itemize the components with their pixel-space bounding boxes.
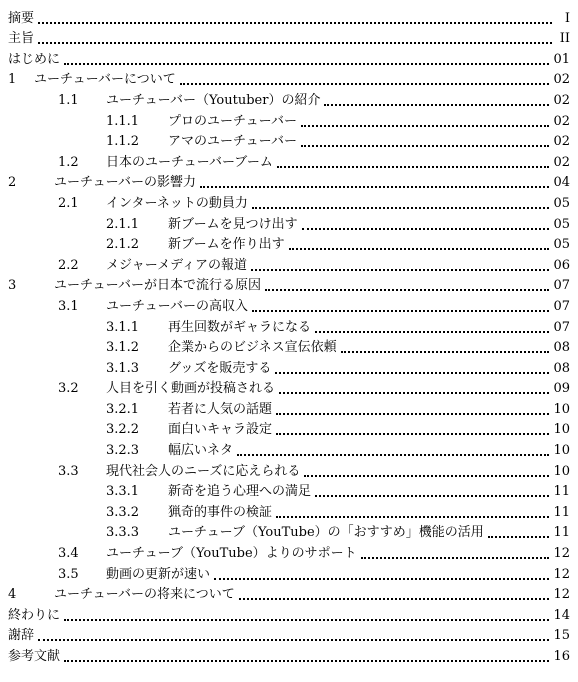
toc-dot-leader: [64, 660, 549, 662]
toc-entry-page: 12: [553, 546, 570, 562]
toc-dot-leader: [276, 413, 549, 415]
toc-entry-page: 01: [553, 51, 570, 67]
toc-entry-number: 3: [8, 278, 17, 294]
toc-entry-title: ユーチューバーの将来について: [54, 587, 235, 603]
toc-entry: [0, 397, 578, 418]
toc-entry-title: 新ブームを見つけ出す: [168, 216, 298, 232]
toc-dot-leader: [38, 639, 549, 641]
toc-dot-leader: [279, 392, 549, 394]
toc-entry-page: 10: [553, 422, 570, 438]
toc-entry: [0, 212, 578, 233]
toc-entry-title: インターネットの動員力: [106, 195, 248, 211]
toc-dot-leader: [38, 42, 552, 44]
toc-dot-leader: [289, 248, 550, 250]
toc-entry-page: 04: [553, 175, 570, 191]
toc-entry-title: 若者に人気の話題: [168, 401, 273, 417]
toc-dot-leader: [214, 578, 549, 580]
toc-entry-title: 摘要: [8, 10, 35, 26]
toc-dot-leader: [341, 351, 550, 353]
toc-entry: [0, 191, 578, 212]
toc-entry: [0, 88, 578, 109]
toc-entry-page: 02: [553, 72, 570, 88]
toc-entry-number: 1.1.2: [106, 134, 140, 150]
toc-entry-page: 15: [553, 628, 570, 644]
toc-entry: [0, 47, 578, 68]
toc-entry-page: 05: [553, 195, 570, 211]
toc-entry-number: 3.3: [58, 463, 79, 479]
toc-entry-page: 07: [553, 298, 570, 314]
toc-dot-leader: [302, 228, 550, 230]
toc-entry-number: 2.1.1: [106, 216, 140, 232]
toc-entry: [0, 521, 578, 542]
toc-entry-title: 新ブームを作り出す: [168, 237, 285, 253]
toc-dot-leader: [237, 454, 549, 456]
toc-entry: [0, 644, 578, 665]
toc-entry-page: 02: [553, 92, 570, 108]
toc-entry-number: 1.1: [58, 92, 79, 108]
toc-dot-leader: [239, 598, 550, 600]
toc-entry-title: 新奇を追う心理への満足: [168, 484, 312, 500]
toc-entry: [0, 130, 578, 151]
toc-entry: [0, 541, 578, 562]
toc-dot-leader: [301, 145, 549, 147]
toc-entry: [0, 27, 578, 48]
toc-entry-page: 10: [553, 401, 570, 417]
toc-entry-title: アマのユーチューバー: [168, 134, 297, 150]
toc-entry-page: 14: [553, 607, 570, 623]
toc-entry-page: 11: [553, 484, 570, 500]
toc-dot-leader: [200, 186, 549, 188]
toc-entry: [0, 603, 578, 624]
toc-entry-title: 日本のユーチューバーブーム: [106, 154, 273, 170]
toc-entry: [0, 480, 578, 501]
toc-entry-number: 2.1.2: [106, 237, 140, 253]
toc-entry-page: 10: [553, 443, 570, 459]
toc-dot-leader: [252, 310, 549, 312]
toc-dot-leader: [180, 83, 550, 85]
toc-entry-title: 参考文献: [8, 649, 61, 664]
toc-entry-number: 3.4: [58, 546, 79, 562]
toc-dot-leader: [304, 475, 549, 477]
toc-entry-title: グッズを販売する: [168, 360, 272, 376]
toc-entry-page: 11: [553, 504, 570, 520]
toc-entry: [0, 438, 578, 459]
toc-entry-title: ユーチューバー（Youtuber）の紹介: [106, 92, 321, 108]
toc-entry: [0, 233, 578, 254]
toc-entry-title: 動画の更新が速い: [106, 566, 211, 582]
toc-dot-leader: [361, 557, 550, 559]
toc-entry-page: 08: [553, 360, 570, 376]
toc-entry-title: ユーチューバーの影響力: [54, 175, 196, 191]
toc-entry-page: 11: [553, 525, 570, 541]
toc-entry: [0, 562, 578, 583]
toc-entry: [0, 583, 578, 604]
toc-entry-title: はじめに: [8, 51, 61, 67]
toc-dot-leader: [275, 372, 549, 374]
toc-entry-title: メジャーメディアの報道: [106, 257, 248, 273]
toc-entry-number: 3.2.2: [106, 422, 140, 438]
toc-entry: [0, 315, 578, 336]
toc-entry-page: I: [564, 10, 570, 26]
toc-entry: [0, 500, 578, 521]
toc-entry: [0, 356, 578, 377]
toc-entry-page: 05: [553, 216, 570, 232]
toc-entry: [0, 336, 578, 357]
toc-entry-page: 02: [553, 154, 570, 170]
toc-entry-page: 02: [553, 113, 570, 129]
toc-dot-leader: [488, 536, 550, 538]
toc-entry-title: ユーチューブ（YouTube）よりのサポート: [106, 546, 357, 562]
toc-entry: [0, 274, 578, 295]
toc-entry-page: 02: [553, 134, 570, 150]
toc-entry-number: 3.1.1: [106, 319, 140, 335]
toc-dot-leader: [324, 104, 549, 106]
toc-entry-number: 1.1.1: [106, 113, 140, 129]
toc-entry-number: 3.5: [58, 566, 79, 582]
toc-entry-title: 企業からのビジネス宣伝依頼: [168, 340, 337, 356]
toc-entry-title: 謝辞: [8, 628, 35, 644]
toc-entry: [0, 377, 578, 398]
toc-entry-title: ユーチューブ（YouTube）の「おすすめ」機能の活用: [168, 525, 484, 541]
toc-entry-page: 05: [553, 237, 570, 253]
toc-entry-page: 06: [553, 257, 570, 273]
toc-entry-number: 1: [8, 72, 17, 88]
toc-entry-title: ユーチューバーが日本で流行る原因: [54, 278, 261, 294]
toc-entry: [0, 418, 578, 439]
toc-entry-number: 4: [8, 587, 17, 603]
toc-entry-page: 07: [553, 278, 570, 294]
toc-entry-title: 再生回数がギャラになる: [168, 319, 312, 335]
toc-entry: [0, 109, 578, 130]
toc-entry-page: 16: [553, 649, 570, 664]
toc-entry-title: ユーチューバーの高収入: [106, 298, 248, 314]
toc-entry: [0, 253, 578, 274]
toc-entry-page: 10: [553, 463, 570, 479]
toc-entry-number: 3.1.3: [106, 360, 140, 376]
toc-dot-leader: [64, 619, 549, 621]
toc-entry-title: プロのユーチューバー: [168, 113, 297, 129]
toc-entry-title: 人目を引く動画が投稿される: [106, 381, 276, 397]
toc-dot-leader: [276, 433, 549, 435]
toc-entry-number: 3.1.2: [106, 340, 140, 356]
toc-entry-number: 3.1: [58, 298, 79, 314]
toc-entry: [0, 624, 578, 645]
toc-entry-title: 幅広いネタ: [168, 443, 234, 459]
toc-dot-leader: [301, 125, 549, 127]
toc-entry: [0, 150, 578, 171]
toc-dot-leader: [265, 289, 549, 291]
toc-entry: [0, 6, 578, 27]
toc-entry-number: 3.2: [58, 381, 79, 397]
toc-entry-number: 2: [8, 175, 17, 191]
toc-entry-page: 08: [553, 340, 570, 356]
toc-entry-title: 面白いキャラ設定: [168, 422, 273, 438]
toc-dot-leader: [38, 22, 552, 24]
toc-entry: [0, 171, 578, 192]
toc-entry-page: 12: [553, 587, 570, 603]
toc-entry-number: 2.1: [58, 195, 79, 211]
toc-entry-page: 09: [553, 381, 570, 397]
toc-entry-number: 1.2: [58, 154, 79, 170]
toc-entry: [0, 68, 578, 89]
toc-dot-leader: [64, 63, 549, 65]
toc-dot-leader: [251, 269, 549, 271]
toc-entry-number: 2.2: [58, 257, 79, 273]
toc-entry-title: 現代社会人のニーズに応えられる: [106, 463, 301, 479]
toc-entry-page: 07: [553, 319, 570, 335]
toc-entry-title: ユーチューバーについて: [34, 72, 176, 88]
toc-entry-number: 3.2.1: [106, 401, 140, 417]
toc-entry-number: 3.3.2: [106, 504, 140, 520]
toc-entry-page: 12: [553, 566, 570, 582]
toc-entry-number: 3.3.3: [106, 525, 140, 541]
toc-entry: [0, 294, 578, 315]
toc-dot-leader: [315, 495, 549, 497]
toc-entry-page: II: [559, 31, 570, 47]
toc-dot-leader: [315, 331, 549, 333]
toc-entry-title: 主旨: [8, 31, 35, 47]
toc-entry-title: 終わりに: [8, 607, 61, 623]
toc-dot-leader: [252, 207, 550, 209]
toc-entry-number: 3.2.3: [106, 443, 140, 459]
toc-entry: [0, 459, 578, 480]
toc-entry-number: 3.3.1: [106, 484, 140, 500]
toc-entry-title: 猟奇的事件の検証: [168, 504, 273, 520]
toc-dot-leader: [277, 166, 550, 168]
toc-dot-leader: [276, 516, 549, 518]
